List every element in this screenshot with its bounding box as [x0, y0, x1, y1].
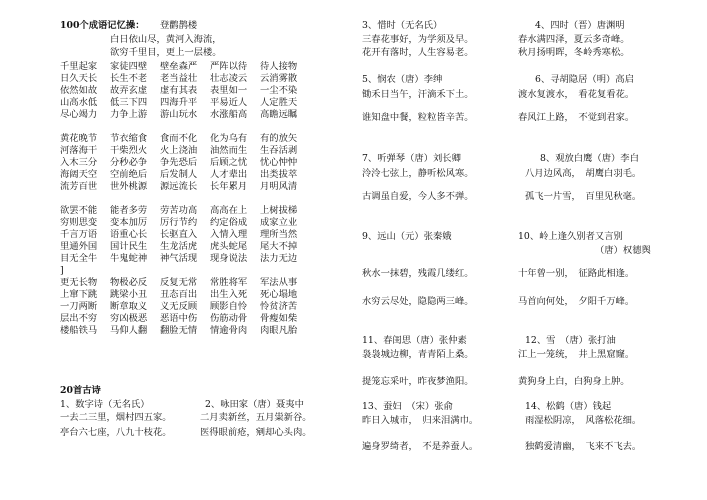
idiom-cell: 化为乌有	[210, 133, 248, 144]
idiom-row	[60, 301, 310, 313]
idiom-row	[60, 181, 310, 193]
idiom-cell: 理所当然	[260, 229, 298, 240]
idiom-cell: 高高在上	[210, 205, 248, 216]
poem-line: 雨湿松阴凉， 风落松花细。	[525, 415, 642, 426]
idiom-cell: 干柴烈火	[110, 145, 148, 156]
idiom-cell: 日久天长	[60, 73, 98, 84]
poem-line: 八月边风高， 胡鹰白羽毛。	[525, 168, 642, 179]
idiom-cell: 争先恐后	[160, 157, 198, 168]
idiom-cell: 后发制人	[160, 169, 198, 180]
section-title-idioms: 100个成语记忆操：	[60, 20, 145, 31]
idiom-row	[60, 313, 310, 325]
poem-line: 十年曾一别， 征路此相逢。	[518, 268, 635, 279]
poem-heading: 2、咏田家（唐）聂夷中	[205, 399, 304, 410]
idiom-cell: 长年累月	[210, 181, 248, 192]
poem-heading: 9、远山（元）张秦娥	[362, 231, 452, 242]
idiom-cell: 顾影自怜	[210, 301, 248, 312]
poem-line: 提笼忘采叶，昨夜梦渔阳。	[362, 376, 474, 387]
idiom-cell: 长驱直入	[160, 229, 198, 240]
idiom-cell: 海阔天空	[60, 169, 98, 180]
poem-line: 秋水一抹碧，残霞几缕红。	[362, 268, 474, 279]
idiom-cell: 月明风清	[260, 181, 298, 192]
poem-line: 遍身罗绮者， 不是养蚕人。	[362, 441, 479, 452]
idiom-row	[60, 205, 310, 217]
idiom-cell: 情逾骨肉	[210, 325, 248, 336]
idiom-row	[60, 277, 310, 289]
idiom-cell: 平易近人	[210, 97, 248, 108]
idiom-cell: 表里如一	[210, 85, 248, 96]
poem-line: 渡水复渡水， 看花复看花。	[518, 89, 635, 100]
idiom-cell: 尾大不掉	[260, 241, 298, 252]
idiom-cell: 翻脸无情	[160, 325, 198, 336]
poem-heading: 3、惜时（无名氏）	[362, 20, 443, 31]
idiom-cell: 油然而生	[210, 145, 248, 156]
idiom-cell: 跳梁小丑	[110, 289, 148, 300]
idiom-row	[60, 169, 310, 181]
idiom-row	[60, 229, 310, 241]
idiom-cell: 骨瘦如柴	[260, 313, 298, 324]
idiom-cell: 上树拔梯	[260, 205, 298, 216]
idiom-cell: 更无长物	[60, 277, 98, 288]
poem-line: 黄狗身上白，白狗身上肿。	[518, 376, 630, 387]
idiom-cell: 千里起家	[60, 61, 98, 72]
poem-line: 欲穷千里目，更上一层楼。	[110, 47, 222, 58]
idiom-cell: 约定俗成	[210, 217, 248, 228]
idiom-row	[60, 85, 310, 97]
idiom-cell: 忧心忡忡	[260, 157, 298, 168]
idiom-cell: 成家立业	[260, 217, 298, 228]
idiom-cell: 神气活现	[160, 253, 198, 264]
poem-heading: 12、雪 （唐）张打油	[525, 335, 616, 346]
idiom-cell: 层出不穷	[60, 313, 98, 324]
idiom-cell: 流芳百世	[60, 181, 98, 192]
idiom-row	[60, 325, 310, 337]
idiom-cell: 国计民生	[110, 241, 148, 252]
idiom-cell: 入木三分	[60, 157, 98, 168]
idiom-row	[60, 157, 310, 169]
idiom-cell: 穷则思变	[60, 217, 98, 228]
row-spacer	[60, 121, 310, 133]
idiom-cell: 物极必反	[110, 277, 148, 288]
idiom-cell: 马仰人翻	[110, 325, 148, 336]
poem-heading: 7、听弹琴（唐）刘长卿	[362, 153, 461, 164]
idiom-cell: 人定胜天	[260, 97, 298, 108]
idiom-cell: 河落海干	[60, 145, 98, 156]
poem-line: 春水满四泽，夏云多奇峰。	[518, 34, 630, 45]
idiom-cell: 反复无常	[160, 277, 198, 288]
idiom-cell: 欲罢不能	[60, 205, 98, 216]
idiom-cell: 断章取义	[110, 301, 148, 312]
idiom-cell: 虚有其表	[160, 85, 198, 96]
idiom-cell: 劳苦功高	[160, 205, 198, 216]
idiom-cell: 壁垒森严	[160, 61, 198, 72]
poem-line: 一去二三里，烟村四五家。	[60, 412, 172, 423]
poem-title-dengguanque: 登鹳鹊楼	[160, 20, 198, 31]
idiom-cell: 节衣缩食	[110, 133, 148, 144]
idiom-cell: 义无反顾	[160, 301, 198, 312]
idiom-cell: 长生不老	[110, 73, 148, 84]
row-spacer	[60, 193, 310, 205]
idiom-cell: 分秒必争	[110, 157, 148, 168]
idiom-cell: 力争上游	[110, 109, 148, 120]
idiom-cell: 穷凶极恶	[110, 313, 148, 324]
poem-heading: 10、岭上逢久别者又言别	[518, 231, 623, 242]
poem-line: 秋月扬明晖，冬岭秀寒松。	[518, 47, 630, 58]
idiom-cell: 空前绝后	[110, 169, 148, 180]
idiom-cell: 厉行节约	[160, 217, 198, 228]
idiom-cell: 能者多劳	[110, 205, 148, 216]
idiom-cell: 丑态百出	[160, 289, 198, 300]
idiom-cell: 源远流长	[160, 181, 198, 192]
idiom-cell: 里通外国	[60, 241, 98, 252]
poem-line: 独鹤爱清幽， 飞来不飞去。	[525, 441, 642, 452]
idiom-grid	[60, 61, 310, 337]
idiom-cell: 语重心长	[110, 229, 148, 240]
idiom-row	[60, 145, 310, 157]
idiom-row	[60, 253, 310, 265]
idiom-cell: 目无全牛	[60, 253, 98, 264]
idiom-cell: 一尘不染	[260, 85, 298, 96]
poem-line: 二月卖新丝，五月粜新谷。	[200, 412, 312, 423]
idiom-cell: 四海升平	[160, 97, 198, 108]
poem-line: 马首向何处， 夕阳千万峰。	[518, 296, 635, 307]
idiom-row	[60, 289, 310, 301]
poem-line: 水穷云尽处，隐隐两三峰。	[362, 296, 474, 307]
poem-heading: 13、蚕妇 （宋）张俞	[362, 401, 453, 412]
idiom-row	[60, 73, 310, 85]
idiom-cell: 老当益壮	[160, 73, 198, 84]
idiom-cell: 虎头蛇尾	[210, 241, 248, 252]
poem-line: 袅袅城边柳，青青陌上桑。	[362, 349, 474, 360]
poem-line: 三春花事好，为学须及早。	[362, 34, 474, 45]
idiom-cell: 待人接物	[260, 61, 298, 72]
idiom-cell: 生龙活虎	[160, 241, 198, 252]
idiom-row	[60, 133, 310, 145]
poem-line: 泠泠七弦上，静听松风寒。	[362, 168, 474, 179]
idiom-cell: 上窜下跳	[60, 289, 98, 300]
idiom-cell: 出类拔萃	[260, 169, 298, 180]
idiom-cell: 牛鬼蛇神	[110, 253, 148, 264]
idiom-cell: 水涨船高	[210, 109, 248, 120]
poem-heading: 11、春闺思（唐）张仲素	[362, 335, 467, 346]
poem-line: 亭台六七座，八九十枝花。	[60, 427, 172, 438]
idiom-cell: 怜贫济苦	[260, 301, 298, 312]
poem-heading: 4、四时（晋）唐渊明	[535, 20, 625, 31]
poem-line: 江上一笼统， 井上黑窟窿。	[518, 349, 635, 360]
idiom-cell: 千言万语	[60, 229, 98, 240]
idiom-row	[60, 97, 310, 109]
idiom-cell: 低三下四	[110, 97, 148, 108]
idiom-cell: 山高水低	[60, 97, 98, 108]
idiom-cell: 人才辈出	[210, 169, 248, 180]
idiom-cell: 一刀两断	[60, 301, 98, 312]
idiom-cell: 故弄玄虚	[110, 85, 148, 96]
poem-heading: 5、悯农（唐）李绅	[362, 74, 443, 85]
idiom-cell: 依然如故	[60, 85, 98, 96]
idiom-cell: 后顾之忧	[210, 157, 248, 168]
idiom-cell: 黄花晚节	[60, 133, 98, 144]
poem-heading: 1、数字诗（无名氏）	[60, 399, 150, 410]
idiom-row	[60, 241, 310, 253]
poem-heading: 6、寻胡隐居（明）高启	[535, 74, 634, 85]
poem-line: 昨日入城市， 归来泪满巾。	[362, 415, 479, 426]
idiom-cell	[260, 265, 310, 277]
idiom-cell: 有的放矢	[260, 133, 298, 144]
idiom-cell	[210, 265, 260, 277]
poem-line: 花开有落时，人生容易老。	[362, 47, 474, 58]
idiom-cell: 高瞻远瞩	[260, 109, 298, 120]
idiom-cell: 楼船铁马	[60, 325, 98, 336]
idiom-cell: 游山玩水	[160, 109, 198, 120]
idiom-row	[60, 217, 310, 229]
poem-heading: 14、松鹤（唐）钱起	[525, 401, 612, 412]
idiom-cell: 肉眼凡胎	[260, 325, 298, 336]
idiom-cell: ]	[60, 265, 64, 276]
poem-author: （唐）权德舆	[595, 245, 651, 256]
poem-line: 医得眼前疮，剜却心头肉。	[200, 427, 312, 438]
idiom-cell: 尽心竭力	[60, 109, 98, 120]
poem-heading: 8、观放白鹰（唐）李白	[540, 153, 639, 164]
idiom-cell: 食而不化	[160, 133, 198, 144]
idiom-cell: 严阵以待	[210, 61, 248, 72]
idiom-cell: 变本加厉	[110, 217, 148, 228]
idiom-cell: 出生入死	[210, 289, 248, 300]
section-title-poems: 20首古诗	[60, 385, 101, 396]
idiom-cell: 军法从事	[260, 277, 298, 288]
idiom-cell: 生吞活剥	[260, 145, 298, 156]
idiom-cell: 壮志凌云	[210, 73, 248, 84]
poem-line: 锄禾日当午，汗滴禾下土。	[362, 89, 474, 100]
idiom-row	[60, 265, 310, 277]
idiom-cell: 家徒四壁	[110, 61, 148, 72]
idiom-cell: 常胜将军	[210, 277, 248, 288]
poem-line: 谁知盘中餐，粒粒皆辛苦。	[362, 112, 474, 123]
idiom-row	[60, 61, 310, 73]
idiom-cell: 入情入理	[210, 229, 248, 240]
poem-line: 孤飞一片雪， 百里见秋毫。	[525, 191, 642, 202]
idiom-cell	[110, 265, 160, 277]
idiom-cell: 恶语中伤	[160, 313, 198, 324]
idiom-cell: 云消雾散	[260, 73, 298, 84]
idiom-cell: 死心塌地	[260, 289, 298, 300]
idiom-row	[60, 109, 310, 121]
poem-line: 白日依山尽，黄河入海流，	[110, 34, 222, 45]
idiom-cell: 现身说法	[210, 253, 248, 264]
idiom-cell: 伤筋动骨	[210, 313, 248, 324]
idiom-cell	[160, 265, 210, 277]
poem-line: 春风江上路， 不觉到君家。	[518, 112, 635, 123]
idiom-cell: 世外桃源	[110, 181, 148, 192]
idiom-cell: 火上浇油	[160, 145, 198, 156]
poem-line: 古调虽自爱，今人多不弹。	[362, 191, 474, 202]
idiom-cell: 法力无边	[260, 253, 298, 264]
